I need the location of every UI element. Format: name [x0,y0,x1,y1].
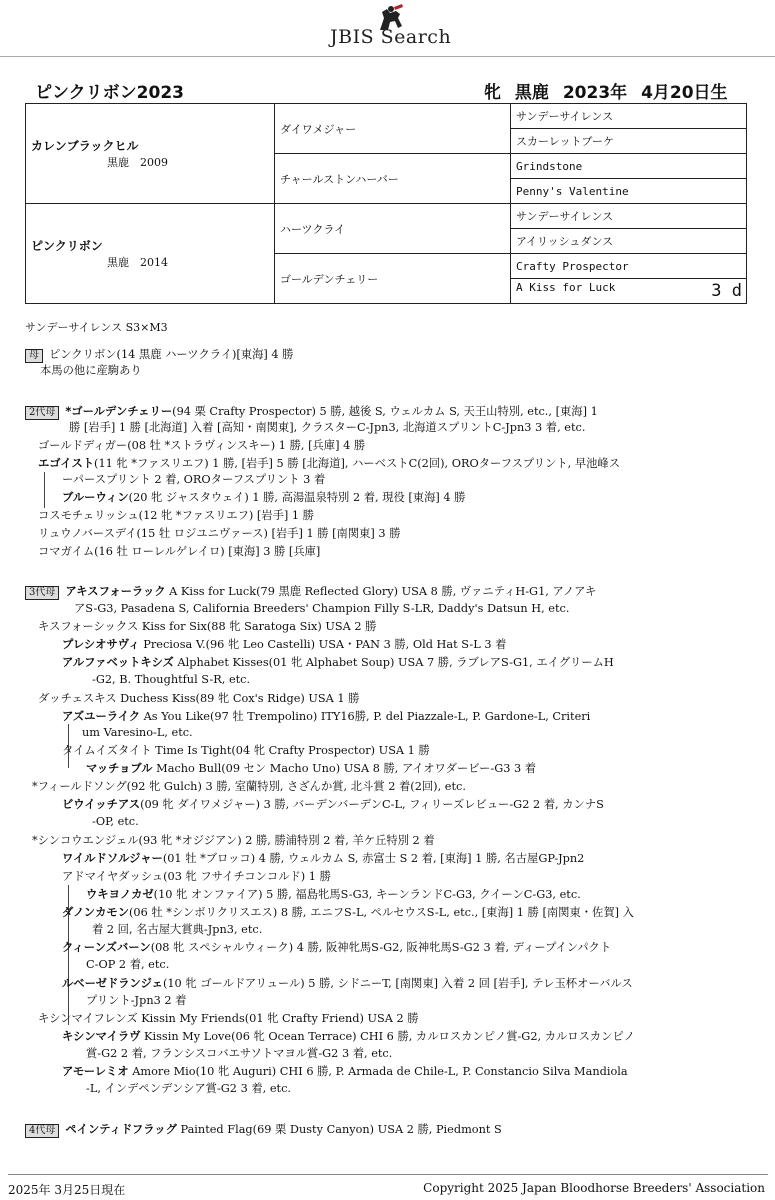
gen2-line-1: (94 栗 Crafty Prospector) 5 勝, 越後 S, ウェルカム S, 天王山特別, etc., [東海] 1 [172,405,598,418]
gen2-foal-egoist[interactable]: エゴイスト [38,457,95,470]
gen3-line-11: Macho Bull(09 セン Macho Uno) USA 8 勝, アイオワダービー-G3 3 着 [152,762,537,775]
dam-sire[interactable]: ハーツクライ [275,204,511,254]
indent-bar [44,472,45,508]
site-logo[interactable] [0,0,775,56]
gen3-line-17: アドマイヤダッシュ(03 牝 フサイチコンコルド) 1 勝 [62,870,331,883]
dam-name[interactable]: ピンクリボン [31,239,103,253]
sire-sire[interactable]: ダイワメジャー [275,104,511,154]
gen4-tag: 4代母 [25,1124,59,1138]
gen2-line-7: コスモチェリッシュ(12 牝 *ファスリエフ) [岩手] 1 勝 [38,509,314,522]
sire-sire-sire[interactable]: サンデーサイレンス [511,104,747,129]
gen3-foal-danoncamon[interactable]: ダノンカモン [62,906,129,919]
dam-sire-dam[interactable]: アイリッシュダンス [511,229,747,254]
gen3-line-22: C-OP 2 着, etc. [86,958,170,971]
sire-sire-dam[interactable]: スカーレットブーケ [511,129,747,154]
gen3-line-13: (09 牝 ダイワメジャー) 3 勝, バーデンバーデンC-L, フィリーズレビュー-G2 2 着, カンナS [140,798,604,811]
gen3-dam-name[interactable]: アキスフォーラック [65,585,166,598]
gen3-line-16: (01 牡 *ブロッコ) 4 勝, ウェルカム S, 赤富士 S 2 着, [東海] 1 勝, 名古屋GP-Jpn2 [162,852,585,865]
dam-dam-dam-name[interactable]: A Kiss for Luck [516,281,616,294]
gen2-foal-bluewin[interactable]: ブルーウィン [62,491,129,504]
dam-tag: 母 [25,349,43,363]
gen3-foal-preciosa[interactable]: プレシオサヴィ [62,638,140,651]
inbreeding-note: サンデーサイレンス S3×M3 [25,321,168,334]
gen3-line-8: As You Like(97 牡 Trempolino) ITY16勝, P. del Piazzale-L, P. Gardone-L, Criteri [140,710,591,723]
dam-dam-dam [511,279,747,304]
gen2-line-2: 勝 [岩手] 1 勝 [北海道] 入着 [高知・南関東], クラスターC-Jpn3, 北海道スプリントC-Jpn3 3 着, etc. [69,421,586,434]
header-divider [0,56,775,57]
gen3-foal-amoremio[interactable]: アモーレミオ [62,1065,129,1078]
sire-cell [26,104,275,204]
gen3-line-27: 賞-G2 2 着, フランシスコバエサソトマヨル賞-G2 3 着, etc. [86,1047,393,1060]
gen3-line-15: *シンコウエンジェル(93 牝 *オジジアン) 2 勝, 勝浦特別 2 着, 羊ケ丘特別 2 着 [32,834,435,847]
dam-detail: 黒鹿 2014 [107,256,168,269]
gen2-line-6: (20 牝 ジャスタウェイ) 1 勝, 高湯温泉特別 2 着, 現役 [東海] 4 勝 [128,491,466,504]
gen3-line-26: Kissin My Love(06 牝 Ocean Terrace) CHI 6 勝, カルロスカンピノ賞-G2, カルロスカンピノ [140,1030,635,1043]
gen3-line-4: Preciosa V.(96 牝 Leo Castelli) USA・PAN 3 勝, Old Hat S-L 3 着 [139,638,507,651]
footer-date: 2025年 3月25日現在 [8,1183,126,1197]
pedigree-table [25,103,747,304]
gen3-foal-lebaiser[interactable]: ルベーゼドランジェ [62,977,163,990]
gen4-line-1: Painted Flag(69 栗 Dusty Canyon) USA 2 勝, Piedmont S [176,1123,502,1136]
dam-sire-sire[interactable]: サンデーサイレンス [511,204,747,229]
sire-dam-dam[interactable]: Penny's Valentine [511,179,747,204]
gen3-foal-bewitchus[interactable]: ビウイッチアス [62,798,141,811]
sire-detail: 黒鹿 2009 [107,156,168,169]
horse-info: 牝 黒鹿 2023年 4月20日生 [484,83,728,103]
sire-name[interactable]: カレンブラックヒル [31,139,139,153]
gen2-line-4: (11 牝 *ファスリエフ) 1 勝, [岩手] 5 勝 [北海道], ハーベストC(2回), OROターフスプリント, 早池峰ス [94,457,621,470]
dam-cell [26,204,275,304]
gen3-line-19: (06 牡 *シンボリクリスエス) 8 勝, エニフS-L, ペルセウスS-L, etc., [東海] 1 勝 [南関東・佐賀] 入 [129,906,634,919]
logo-text: JBIS Search [330,26,452,48]
gen2-line-5: ーパースプリント 2 着, OROターフスプリント 3 着 [62,473,326,486]
dam-line-2: 本馬の他に産駒あり [40,364,142,377]
gen3-line-10: タイムイズタイト Time Is Tight(04 牝 Crafty Prospector) USA 1 勝 [62,744,430,757]
gen3-line-23: (10 牝 ゴールドアリュール) 5 勝, シドニーT, [南関東] 入着 2 回 [岩手], テレ玉杯オーバルス [162,977,633,990]
gen3-line-25: キシンマイフレンズ Kissin My Friends(01 牝 Crafty Friend) USA 2 勝 [38,1012,419,1025]
gen3-foal-ukiyonokaze[interactable]: ウキヨノカゼ [86,888,154,901]
dam-dam-sire[interactable]: Crafty Prospector [511,254,747,279]
gen3-foal-alphabet[interactable]: アルファベットキシズ [62,656,174,669]
gen3-line-12: *フィールドソング(92 牝 Gulch) 3 勝, 室蘭特別, さざんか賞, 北斗賞 2 着(2回), etc. [32,780,466,793]
gen3-line-3: キスフォーシックス Kiss for Six(88 牝 Saratoga Six) USA 2 勝 [38,620,377,633]
sire-dam[interactable]: チャールストンハーバー [275,154,511,204]
gen3-foal-wildsoldier[interactable]: ワイルドソルジャー [62,852,163,865]
gen3-line-14: -OP, etc. [92,815,139,828]
dam-dam[interactable]: ゴールデンチェリー [275,254,511,304]
gen3-line-5: Alphabet Kisses(01 牝 Alphabet Soup) USA 7 勝, ラブレアS-G1, エイグリームH [173,656,614,669]
gen3-line-28: Amore Mio(10 牝 Auguri) CHI 6 勝, P. Armada de Chile-L, P. Constancio Silva Mandiola [128,1065,628,1078]
gen3-foal-kissinmylove[interactable]: キシンマイラヴ [62,1030,141,1043]
footer-copyright: Copyright 2025 Japan Bloodhorse Breeders' Association [423,1181,765,1195]
gen2-line-9: コマガイム(16 牡 ローレルゲレイロ) [東海] 3 勝 [兵庫] [38,545,321,558]
gen3-foal-asyoulike[interactable]: アズユーライク [62,710,141,723]
gen3-foal-queensbarn[interactable]: クィーンズバーン [62,941,151,954]
gen3-line-21: (08 牝 スペシャルウィーク) 4 勝, 阪神牝馬S-G2, 阪神牝馬S-G2 3 着, ディープインパクト [150,941,612,954]
dam-line-1: ピンクリボン(14 黒鹿 ハーツクライ)[東海] 4 勝 [49,348,294,361]
gen3-line-1: A Kiss for Luck(79 黒鹿 Reflected Glory) USA 8 勝, ヴァニティH-G1, アノアキ [165,585,597,598]
gen3-tag: 3代母 [25,586,59,600]
footer-divider [8,1174,768,1175]
sire-dam-sire[interactable]: Grindstone [511,154,747,179]
gen2-line-8: リュウノバースデイ(15 牡 ロジユニヴァース) [岩手] 1 勝 [南関東] 3 勝 [38,527,401,540]
gen3-line-6: -G2, B. Thoughtful S-R, etc. [92,673,251,686]
gen4-dam-name[interactable]: ペインティドフラッグ [65,1123,177,1136]
gen3-foal-machobull[interactable]: マッチョブル [86,762,153,775]
horse-name: ピンクリボン2023 [35,83,184,103]
family-number: 3 d [711,281,742,301]
gen3-line-29: -L, インデペンデンシア賞-G2 3 着, etc. [86,1082,291,1095]
gen3-line-7: ダッチェスキス Duchess Kiss(89 牝 Cox's Ridge) USA 1 勝 [38,692,360,705]
gen3-line-9: um Varesino-L, etc. [82,726,193,739]
gen3-line-18: (10 牝 オンファイア) 5 勝, 福島牝馬S-G3, キーンランドC-G3, クイーンC-G3, etc. [153,888,581,901]
gen2-dam-name[interactable]: *ゴールデンチェリー [65,405,173,418]
gen2-line-3: ゴールドディガー(08 牡 *ストラヴィンスキー) 1 勝, [兵庫] 4 勝 [38,439,366,452]
gen2-tag: 2代母 [25,406,59,420]
gen3-line-24: プリント-Jpn3 2 着 [86,994,187,1007]
gen3-line-2: アS-G3, Pasadena S, California Breeders' Champion Filly S-LR, Daddy's Datsun H, etc. [74,602,570,615]
gen3-line-20: 着 2 回, 名古屋大賞典-Jpn3, etc. [92,923,263,936]
